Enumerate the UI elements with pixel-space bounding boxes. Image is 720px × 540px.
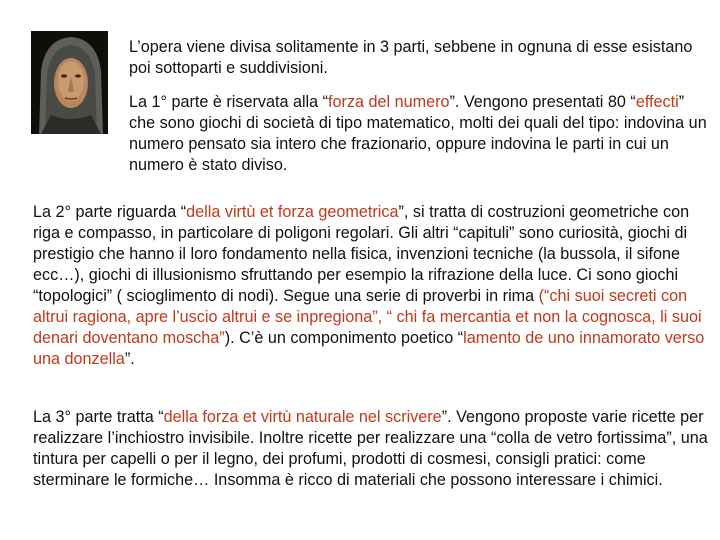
paragraph-text: La 1° parte è riservata alla “ [129,93,329,111]
highlight-text: (“chi suoi secreti con altrui ragiona, apre l’uscio altrui e se inpregiona”, “ chi fa mercantia et non la cognosca, li suoi denari doventano moscha” [33,287,702,347]
paragraph-intro [129,37,714,79]
highlight-text: effecti [635,93,679,111]
paragraph-part-1 [129,92,714,176]
paragraph-text: ”, si tratta di costruzioni geometriche con riga e compasso, in particolare di poligoni regolari. Gli altri “capituli” sono curiosità, giochi di prestigio che hanno il loro fondamento nella fisica, invenzioni tecniche (la bussola, il sifone ecc…), giochi di illusionismo sfruttando per esempio la rifrazione della luce. Ci sono giochi “topologici” ( scioglimento di nodi). Segue una serie di proverbi in rima [33,203,690,305]
highlight-text: della forza et virtù naturale nel scrivere [163,408,442,426]
highlight-text: forza del numero [328,93,450,111]
paragraph-part-3 [33,407,713,491]
paragraph-text: ). C’è un componimento poetico “ [224,329,464,347]
highlight-text: lamento de uno innamorato verso una donzella [33,329,705,368]
paragraph-part-2 [33,202,713,370]
portrait-icon [31,31,108,134]
paragraph-text: ” che sono giochi di società di tipo matematico, molti dei quali del tipo: indovina un numero pensato sia intero che frazionario, oppure indovina le parti in cui un numero è stato diviso. [129,93,707,174]
paragraph-text: L’opera viene divisa solitamente in 3 parti, sebbene in ognuna di esse esistano poi sottoparti e suddivisioni. [129,38,693,77]
portrait-image [31,31,108,134]
paragraph-text: ”. Vengono proposte varie ricette per realizzare l’inchiostro invisibile. Inoltre ricette per realizzare una “colla de vetro fortissima”, una tintura per capelli o per il legno, dei profumi, prodotti di cosmesi, consigli pratici: come sterminare le formiche… Insomma è ricco di materiali che possono interessare i chimici. [33,408,708,489]
paragraph-text: La 2° parte riguarda “ [33,203,187,221]
paragraph-text: ”. Vengono presentati 80 “ [449,93,636,111]
paragraph-text: ”. [124,350,135,368]
highlight-text: della virtù et forza geometrica [186,203,399,221]
paragraph-text: La 3° parte tratta “ [33,408,164,426]
